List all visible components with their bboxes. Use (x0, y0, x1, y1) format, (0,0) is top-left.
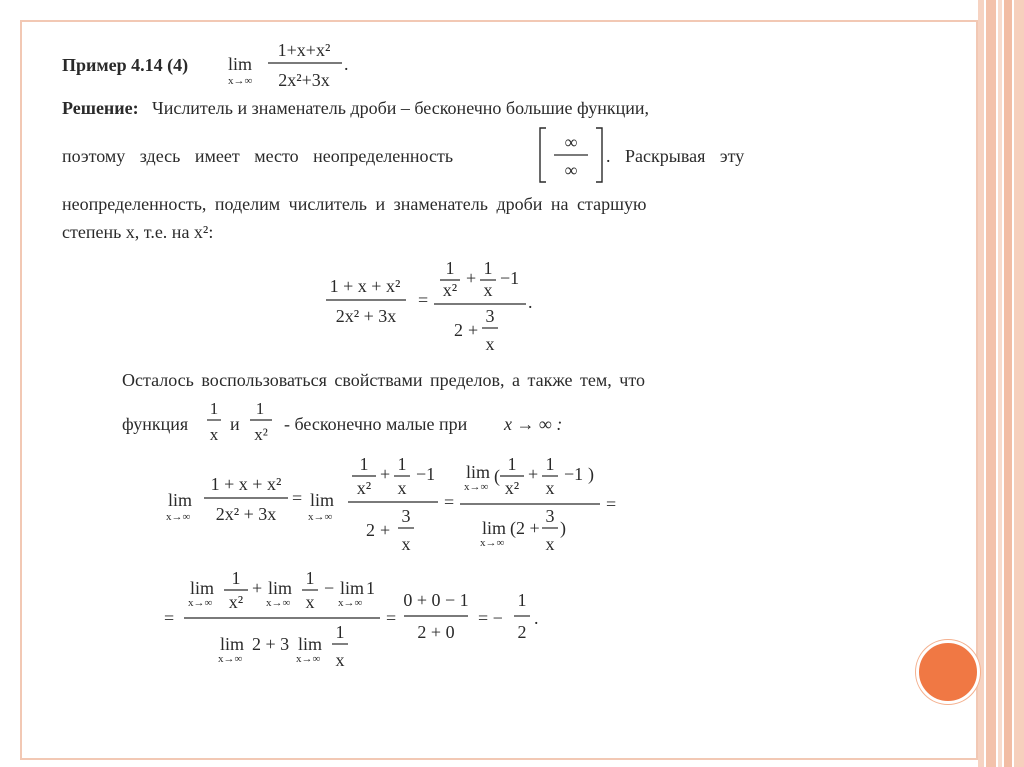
svg-text:2: 2 (517, 622, 527, 642)
lim-sub: x→∞ (228, 75, 253, 87)
svg-text:x²: x² (254, 425, 268, 444)
svg-text:2 + 0: 2 + 0 (417, 622, 455, 642)
remain-line2d: x → ∞ : (504, 414, 563, 434)
example-label: Пример 4.14 (4) (62, 55, 189, 75)
svg-text:): ) (588, 464, 594, 484)
svg-text:.: . (528, 292, 533, 312)
svg-text:x→∞: x→∞ (464, 481, 489, 493)
svg-text:lim: lim (168, 490, 193, 510)
svg-text:1: 1 (445, 258, 455, 278)
svg-text:−1: −1 (564, 464, 584, 484)
svg-text:x: x (335, 650, 345, 670)
svg-text:1: 1 (507, 454, 517, 474)
svg-text:2x² + 3x: 2x² + 3x (215, 504, 277, 524)
svg-text:+: + (468, 320, 479, 340)
svg-text:1: 1 (255, 399, 265, 418)
svg-text:1 + x + x²: 1 + x + x² (210, 474, 282, 494)
svg-text:1: 1 (335, 622, 345, 642)
example-limit-formula (224, 34, 354, 94)
svg-text:): ) (560, 518, 566, 538)
lim-text: lim (228, 54, 253, 74)
svg-text:−: − (324, 578, 335, 598)
svg-text:+: + (466, 268, 477, 288)
svg-text:∞: ∞ (564, 160, 578, 180)
svg-text:x: x (305, 592, 315, 612)
svg-text:x: x (483, 280, 493, 300)
solution-line2a: поэтому здесь имеет место неопределенность (62, 146, 454, 166)
svg-text:1: 1 (209, 399, 219, 418)
svg-text:x: x (401, 534, 411, 554)
solution-label: Решение: (62, 98, 139, 118)
svg-text:=: = (606, 494, 617, 514)
indeterminacy-bracket (536, 124, 608, 186)
svg-text:x: x (545, 534, 555, 554)
svg-text:1: 1 (231, 568, 241, 588)
svg-text:1: 1 (517, 590, 527, 610)
svg-text:x²: x² (442, 280, 458, 300)
svg-text:lim: lim (482, 518, 507, 538)
svg-text:−1: −1 (416, 464, 436, 484)
svg-text:3: 3 (545, 506, 555, 526)
remain-line2b: и (230, 414, 240, 434)
svg-text:+: + (380, 520, 391, 540)
svg-text:3: 3 (485, 306, 495, 326)
equation-divide (320, 256, 550, 360)
example-denominator: 2x²+3x (278, 70, 330, 90)
svg-text:x: x (209, 425, 219, 444)
svg-text:x→∞: x→∞ (266, 597, 291, 609)
example-numerator: 1+x+x² (277, 40, 331, 60)
svg-text:lim: lim (310, 490, 335, 510)
svg-text:x→∞: x→∞ (338, 597, 363, 609)
svg-text:2x² + 3x: 2x² + 3x (335, 306, 397, 326)
svg-text:.: . (534, 608, 539, 628)
remain-line2a: функция (122, 414, 189, 434)
svg-text:0 + 0 − 1: 0 + 0 − 1 (403, 590, 469, 610)
svg-text:+: + (252, 578, 263, 598)
svg-text:2 + 3: 2 + 3 (252, 634, 290, 654)
remain-line2c: - бесконечно малые при (284, 414, 468, 434)
svg-text:x→∞: x→∞ (188, 597, 213, 609)
svg-text:1: 1 (359, 454, 369, 474)
svg-text:lim: lim (340, 578, 365, 598)
svg-text:x→∞: x→∞ (480, 537, 505, 549)
svg-text:=: = (444, 492, 455, 512)
svg-text:=: = (164, 608, 175, 628)
svg-text:=: = (292, 488, 303, 508)
svg-text:x²: x² (228, 592, 244, 612)
svg-text:x→∞: x→∞ (166, 511, 191, 523)
svg-text:1: 1 (397, 454, 407, 474)
svg-text:2: 2 (366, 520, 375, 540)
svg-text:=: = (418, 290, 429, 310)
svg-text:2: 2 (454, 320, 463, 340)
svg-text:+: + (380, 464, 391, 484)
solution-line4: степень x, т.е. на x²: (62, 222, 214, 242)
svg-text:1: 1 (483, 258, 493, 278)
svg-text:3: 3 (401, 506, 411, 526)
svg-text:(: ( (494, 466, 500, 486)
svg-text:1: 1 (545, 454, 555, 474)
svg-text:x→∞: x→∞ (296, 653, 321, 665)
svg-text:(2 +: (2 + (510, 518, 540, 538)
svg-text:lim: lim (298, 634, 323, 654)
svg-text:x²: x² (356, 478, 372, 498)
solution-line1: Числитель и знаменатель дроби – бесконечно большие функции, (152, 98, 650, 118)
svg-text:= −: = − (478, 608, 503, 628)
svg-text:lim: lim (268, 578, 293, 598)
svg-text:x→∞: x→∞ (218, 653, 243, 665)
svg-text:x: x (545, 478, 555, 498)
svg-text:.: . (344, 54, 349, 74)
solution-line3: неопределенность, поделим числитель и знаменатель дроби на старшую (62, 194, 647, 214)
svg-text:∞: ∞ (564, 132, 578, 152)
equation-final (160, 566, 560, 676)
svg-text:lim: lim (466, 462, 491, 482)
small-fractions (204, 396, 284, 448)
svg-text:=: = (386, 608, 397, 628)
svg-text:x: x (397, 478, 407, 498)
solution-line2b: . Раскрывая эту (606, 146, 745, 166)
svg-text:x: x (485, 334, 495, 354)
svg-text:lim: lim (220, 634, 245, 654)
svg-text:1: 1 (366, 578, 375, 598)
svg-text:lim: lim (190, 578, 215, 598)
svg-text:−1: −1 (500, 268, 520, 288)
remain-line1: Осталось воспользоваться свойствами пределов, а также тем, что (122, 370, 645, 390)
svg-text:x→∞: x→∞ (308, 511, 333, 523)
svg-text:+: + (528, 464, 539, 484)
equation-limit-chain (160, 450, 640, 560)
svg-text:1 + x + x²: 1 + x + x² (329, 276, 401, 296)
svg-text:x²: x² (504, 478, 520, 498)
svg-text:1: 1 (305, 568, 315, 588)
